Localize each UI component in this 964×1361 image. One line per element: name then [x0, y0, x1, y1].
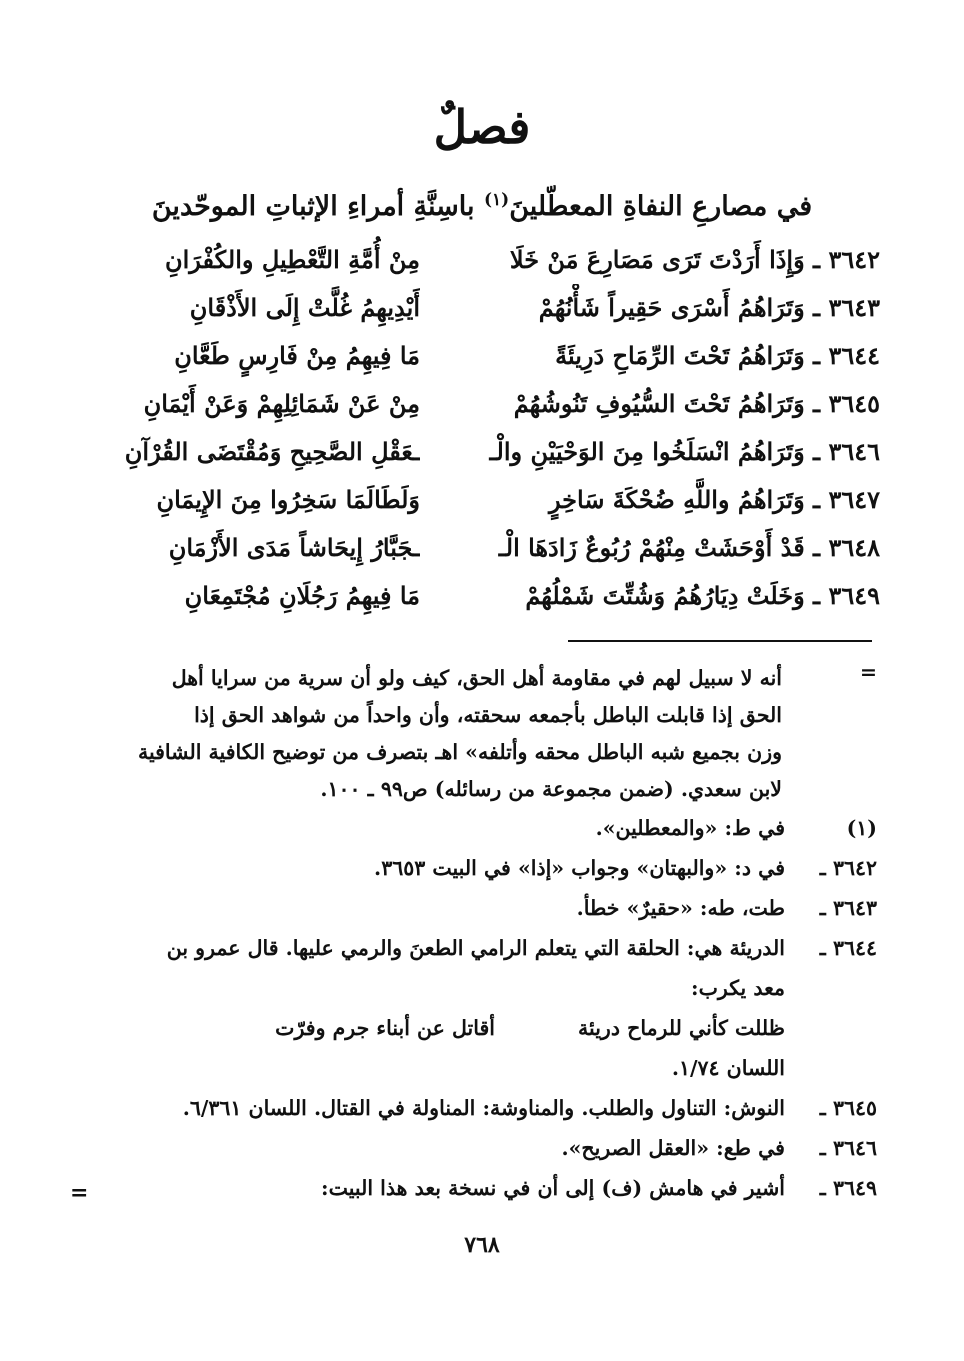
verse-first-text: وَتَرَاهُمُ انْسَلَخُوا مِنَ الوَحْيَيْنِ والْـ [489, 437, 805, 466]
verse-line [70, 284, 880, 332]
verse-number: ٣٦٤٢ [828, 245, 880, 274]
verse-line [70, 380, 880, 428]
footnotes [82, 660, 877, 1208]
quoted-poem-line [82, 1008, 877, 1048]
footnote-reference: (١) [483, 190, 510, 210]
verse-line [70, 428, 880, 476]
verse-list [70, 236, 880, 620]
verse-first-hemistich: ٣٦٤٨ ـ قَدْ أَوْحَشَتْ مِنْهُمْ رُبُوعٌ زَادَهَا الْـ [498, 533, 880, 562]
footnote-divider [568, 640, 872, 642]
footnote-text: الدريئة هي: الحلقة التي يتعلم الرامي الطعنَ والرمي عليها. قال عمرو بن [166, 936, 785, 960]
footnote-text: أشير في هامش (ف) إلى أن في نسخة بعد هذا البيت: [321, 1176, 785, 1200]
verse-first-hemistich: ٣٦٤٩ ـ وَخَلَتْ دِيَارُهُمُ وَشُتِّتَ شَمْلُهُمْ [525, 581, 880, 610]
verse-number: ٣٦٤٤ [828, 341, 880, 370]
footnote-item [82, 928, 877, 1008]
verse-number: ٣٦٤٨ [828, 533, 880, 562]
footnote-item [82, 1128, 877, 1168]
verse-second-hemistich: مَا فِيهِمُ رَجُلَانِ مُجْتَمِعَانِ [184, 581, 420, 610]
verse-number: ٣٦٤٧ [828, 485, 880, 514]
continuation-end-mark: = [70, 1180, 89, 1206]
verse-first-hemistich: ٣٦٤٥ ـ وَتَرَاهُمُ تَحْتَ السُّيُوفِ تَنُوشُهُمْ [513, 389, 880, 418]
continuation-line: أنه لا سبيل لهم في مقاومة أهل الحق، كيف ولو أن سرية من سرايا أهل [171, 666, 782, 690]
verse-number: ٣٦٤٩ [828, 581, 880, 610]
footnote-text-continued: معد يكرب: [691, 976, 785, 1000]
verse-second-hemistich: مَا فِيهِمُ مِنْ فَارِسٍ طَعَّانِ [174, 341, 420, 370]
page-number: ٧٦٨ [464, 1232, 500, 1258]
verse-second-hemistich: ـجَبَّارُ إِيحَاشاً مَدَى الأَزْمَانِ [168, 533, 420, 562]
verse-first-hemistich: ٣٦٤٧ ـ وَتَرَاهُمُ واللَّهِ ضُحْكَةَ سَاخِرٍ [548, 485, 880, 514]
verse-first-hemistich: ٣٦٤٦ ـ وَتَرَاهُمُ انْسَلَخُوا مِنَ الوَحْيَيْنِ والْـ [489, 437, 880, 466]
verse-line [70, 524, 880, 572]
poem-source [82, 1048, 877, 1088]
footnote-item [82, 848, 877, 888]
footnote-number: ٣٦٤٥ ـ [819, 1096, 877, 1120]
verse-first-text: وَتَرَاهُمُ تَحْتَ السُّيُوفِ تَنُوشُهُمْ [513, 389, 805, 418]
verse-second-hemistich: أَيْدِيهِمُ غُلَّتْ إِلَى الأَذْقَانِ [189, 293, 420, 322]
verse-line [70, 572, 880, 620]
poem-second-hemistich: أقاتل عن أبناء جرم وفرّت [275, 1016, 495, 1040]
verse-number: ٣٦٤٥ [828, 389, 880, 418]
verse-first-hemistich: ٣٦٤٤ ـ وَتَرَاهُمُ تَحْتَ الرِّمَاحِ دَرِيئَةً [555, 341, 880, 370]
section-title [80, 180, 884, 227]
verse-second-hemistich: مِنْ عَنْ شَمَائِلِهِمْ وَعَنْ أَيْمَانِ [143, 389, 420, 418]
footnote-item [82, 808, 877, 848]
verse-first-text: وَتَرَاهُمُ تَحْتَ الرِّمَاحِ دَرِيئَةً [555, 341, 805, 370]
section-title-text-after: باسِنَّةِ أمراءِ الإثباتِ الموحّدينَ [151, 191, 475, 222]
chapter-heading: فصلٌ [433, 100, 531, 154]
footnote-continuation [82, 660, 877, 808]
footnote-item [82, 888, 877, 928]
verse-first-hemistich: ٣٦٤٢ ـ وَإِذَا أَرَدْتَ تَرَى مَصَارِعَ مَنْ خَلَا [509, 245, 880, 274]
footnote-number: ٣٦٤٦ ـ [819, 1136, 877, 1160]
verse-second-hemistich: وَلَطَالَمَا سَخِرُوا مِنَ الإِيمَانِ [156, 485, 420, 514]
section-title-text: في مصارعِ النفاةِ المعطّلينَ [509, 191, 813, 222]
verse-number: ٣٦٤٦ [828, 437, 880, 466]
verse-first-text: وَخَلَتْ دِيَارُهُمُ وَشُتِّتَ شَمْلُهُمْ [525, 581, 805, 610]
verse-first-text: وَإِذَا أَرَدْتَ تَرَى مَصَارِعَ مَنْ خَلَا [509, 245, 805, 274]
footnote-number: ٣٦٤٩ ـ [819, 1176, 877, 1200]
footnote-item [82, 1088, 877, 1128]
verse-line [70, 476, 880, 524]
continuation-line: الحق إذا قابلت الباطل بأجمعه سحقته، وأن واحداً من شواهد الحق إذا [194, 703, 782, 727]
verse-first-hemistich: ٣٦٤٣ ـ وَتَرَاهُمُ أَسْرَى حَقِيراً شَأْنُهُمْ [538, 293, 880, 322]
footnote-text: في ط: «والمعطلين». [595, 816, 785, 840]
footnote-number: ٣٦٤٤ ـ [819, 936, 877, 960]
footnote-number: (١) [846, 816, 877, 840]
verse-first-text: قَدْ أَوْحَشَتْ مِنْهُمْ رُبُوعٌ زَادَهَا الْـ [498, 533, 805, 562]
verse-first-text: وَتَرَاهُمُ واللَّهِ ضُحْكَةَ سَاخِرٍ [548, 485, 805, 514]
footnote-number: ٣٦٤٣ ـ [819, 896, 877, 920]
footnote-item [82, 1168, 877, 1208]
footnote-text: طت، طه: «حقيرٌ» خطأ. [576, 896, 785, 920]
verse-first-text: وَتَرَاهُمُ أَسْرَى حَقِيراً شَأْنُهُمْ [538, 293, 805, 322]
verse-line [70, 332, 880, 380]
footnote-number: ٣٦٤٢ ـ [819, 856, 877, 880]
footnote-text: في د: «والبهتان» وجواب «إذا» في البيت ٣٦٥٣. [374, 856, 785, 880]
footnote-text: النوش: التناول والطلب. والمناوشة: المناولة في القتال. اللسان ٦/٣٦١. [182, 1096, 785, 1120]
continuation-line: وزن بجميع شبه الباطل محقه وأتلفه» اهـ بتصرف من توضيح الكافية الشافية [137, 740, 782, 764]
poem-first-hemistich: ظللت كأني للرماح دريئة [578, 1016, 785, 1040]
continuation-line: لابن سعدي. (ضمن مجموعة من رسائله) ص٩٩ ـ ١٠٠. [320, 777, 782, 801]
verse-line [70, 236, 880, 284]
continuation-mark: = [859, 660, 877, 684]
footnote-text: في طع: «العقل الصريح». [561, 1136, 785, 1160]
poem-source-text: اللسان ١/٧٤. [671, 1056, 785, 1080]
verse-second-hemistich: مِنْ أُمَّةِ التَّعْطِيلِ والكُفْرَانِ [165, 245, 420, 274]
verse-second-hemistich: ـعَقْلِ الصَّحِيحِ وَمُقْتَضَى القُرْآنِ [124, 437, 420, 466]
verse-number: ٣٦٤٣ [828, 293, 880, 322]
